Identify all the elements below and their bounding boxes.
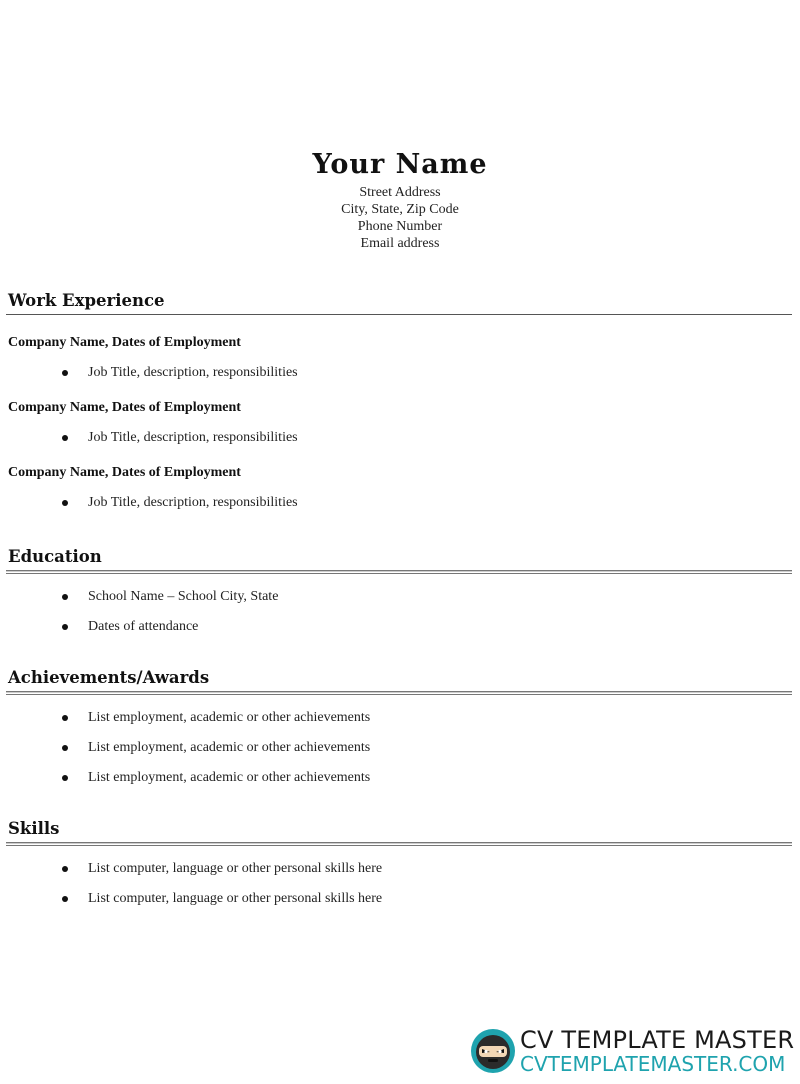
achievements-section	[6, 667, 792, 787]
bullet-icon	[62, 896, 68, 902]
section-heading: Work Experience	[8, 291, 165, 310]
email-address: Email address	[360, 236, 440, 251]
list-item	[6, 364, 792, 382]
bullet-list	[6, 364, 792, 382]
list-item-text: List employment, academic or other achievements	[88, 770, 371, 785]
company-line: Company Name, Dates of Employment	[8, 335, 241, 350]
candidate-name: Your Name	[312, 149, 488, 180]
section-heading: Education	[8, 547, 102, 566]
brand-logo	[470, 1026, 795, 1076]
list-item	[6, 429, 792, 447]
bullet-list	[6, 860, 792, 908]
list-item-text: List employment, academic or other achievements	[88, 740, 371, 755]
ninja-icon	[470, 1028, 516, 1074]
section-divider	[6, 691, 792, 695]
company-line: Company Name, Dates of Employment	[8, 400, 241, 415]
resume-header	[0, 146, 800, 252]
bullet-icon	[62, 435, 68, 441]
section-divider	[6, 570, 792, 574]
bullet-icon	[62, 715, 68, 721]
bullet-icon	[62, 624, 68, 630]
list-item	[6, 860, 792, 878]
list-item-text: Dates of attendance	[88, 619, 199, 634]
list-item	[6, 890, 792, 908]
list-item-text: Job Title, description, responsibilities	[88, 430, 298, 445]
list-item-text: List computer, language or other personal skills here	[88, 861, 383, 876]
company-line: Company Name, Dates of Employment	[8, 465, 241, 480]
bullet-icon	[62, 594, 68, 600]
list-item	[6, 618, 792, 636]
bullet-icon	[62, 745, 68, 751]
education-section	[6, 546, 792, 636]
section-heading: Skills	[8, 819, 60, 838]
list-item	[6, 769, 792, 787]
list-item-text: List employment, academic or other achievements	[88, 710, 371, 725]
bullet-list	[6, 494, 792, 512]
bullet-list	[6, 588, 792, 636]
logo-title: CV TEMPLATE MASTER	[520, 1026, 795, 1054]
bullet-icon	[62, 370, 68, 376]
skills-section	[6, 818, 792, 908]
list-item	[6, 709, 792, 727]
bullet-icon	[62, 500, 68, 506]
bullet-icon	[62, 775, 68, 781]
list-item	[6, 494, 792, 512]
list-item	[6, 588, 792, 606]
section-divider	[6, 842, 792, 846]
logo-url: CVTEMPLATEMASTER.COM	[520, 1052, 786, 1076]
section-heading: Achievements/Awards	[8, 668, 210, 687]
section-divider	[6, 314, 792, 316]
list-item-text: School Name – School City, State	[88, 589, 279, 604]
phone-number: Phone Number	[357, 219, 443, 234]
list-item	[6, 739, 792, 757]
city-state-zip: City, State, Zip Code	[341, 202, 459, 217]
bullet-list	[6, 709, 792, 787]
street-address: Street Address	[359, 185, 441, 200]
bullet-icon	[62, 866, 68, 872]
list-item-text: Job Title, description, responsibilities	[88, 495, 298, 510]
list-item-text: List computer, language or other personal skills here	[88, 891, 383, 906]
list-item-text: Job Title, description, responsibilities	[88, 365, 298, 380]
work-experience-section	[6, 290, 792, 512]
bullet-list	[6, 429, 792, 447]
